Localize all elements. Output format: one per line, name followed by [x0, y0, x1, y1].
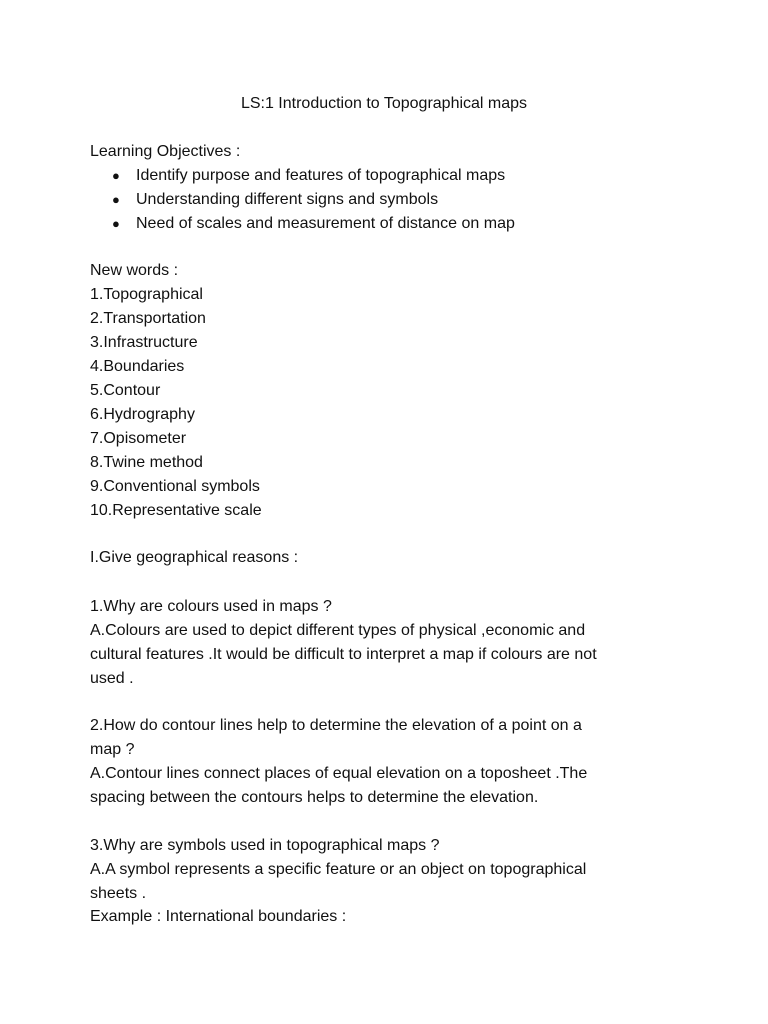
- bullet-icon: ●: [112, 168, 120, 183]
- answer-text: A.A symbol represents a specific feature or an object on topographical: [90, 861, 587, 878]
- answer-text: sheets .: [90, 885, 147, 902]
- question-text: 3.Why are symbols used in topographical maps ?: [90, 837, 440, 854]
- answer-text: used .: [90, 670, 134, 687]
- new-word-item: 2.Transportation: [90, 310, 206, 327]
- new-word-item: 10.Representative scale: [90, 502, 262, 519]
- bullet-icon: ●: [112, 192, 120, 207]
- page-title: LS:1 Introduction to Topographical maps: [240, 95, 528, 112]
- objective-item: Understanding different signs and symbols: [136, 191, 439, 208]
- answer-text: Example : International boundaries :: [90, 908, 347, 925]
- answer-text: cultural features .It would be difficult to interpret a map if colours are not: [90, 646, 597, 663]
- new-word-item: 8.Twine method: [90, 454, 203, 471]
- bullet-icon: ●: [112, 216, 120, 231]
- new-words-heading: New words :: [90, 262, 179, 279]
- new-word-item: 4.Boundaries: [90, 358, 185, 375]
- new-word-item: 7.Opisometer: [90, 430, 187, 447]
- new-word-item: 6.Hydrography: [90, 406, 195, 423]
- question-text: map ?: [90, 741, 135, 758]
- question-text: 2.How do contour lines help to determine the elevation of a point on a: [90, 717, 582, 734]
- answer-text: A.Contour lines connect places of equal elevation on a toposheet .The: [90, 765, 588, 782]
- new-word-item: 3.Infrastructure: [90, 334, 198, 351]
- objectives-heading: Learning Objectives :: [90, 143, 241, 160]
- new-word-item: 5.Contour: [90, 382, 161, 399]
- question-text: 1.Why are colours used in maps ?: [90, 598, 332, 615]
- objective-item: Need of scales and measurement of distance on map: [136, 215, 515, 232]
- new-word-item: 9.Conventional symbols: [90, 478, 260, 495]
- objective-item: Identify purpose and features of topographical maps: [136, 167, 506, 184]
- answer-text: A.Colours are used to depict different types of physical ,economic and: [90, 622, 586, 639]
- section-heading: I.Give geographical reasons :: [90, 549, 299, 566]
- new-word-item: 1.Topographical: [90, 286, 203, 303]
- answer-text: spacing between the contours helps to determine the elevation.: [90, 789, 539, 806]
